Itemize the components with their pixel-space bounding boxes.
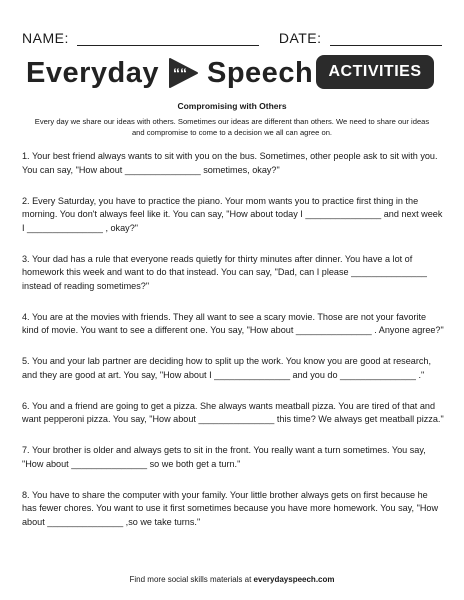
worksheet-intro: Every day we share our ideas with others. Sometimes our ideas are different than others. We need to share our ideas and compromise to come to a decision we all can agree on. xyxy=(34,117,430,137)
name-line xyxy=(77,33,259,46)
logo-quote-mark: ““ xyxy=(173,65,187,81)
date-line xyxy=(330,33,442,46)
footer-text: Find more social skills materials at xyxy=(129,575,252,584)
question-list xyxy=(22,150,444,547)
speech-bubble-icon xyxy=(167,57,199,89)
name-label: NAME: xyxy=(22,30,69,46)
question-7: 7. Your brother is older and always gets to sit in the front. You really want a turn sometimes. You say, "How about _______________ so we both get a turn." xyxy=(22,445,426,469)
question-6: 6. You and a friend are going to get a pizza. She always wants meatball pizza. You are tired of that and want pepperoni pizza. You say, "How about _______________ this time? We always get meatball pizza." xyxy=(22,400,444,424)
question-5: 5. You and your lab partner are deciding how to split up the work. You know you are good at research, and they are good at art. You say, "How about I _______________ and you do _______________ ." xyxy=(22,356,431,380)
activities-badge: ACTIVITIES xyxy=(316,55,434,89)
question-8: 8. You have to share the computer with your family. Your little brother always gets on first because he has fewer chores. You want to use it first sometimes because you have more homework. You say, "How about _______________ ,so we take turns." xyxy=(22,489,439,527)
question-4: 4. You are at the movies with friends. They all want to see a scary movie. Those are not your favorite kind of movie. You want to see a different one. You say, "How about _______________ . Anyone agree?" xyxy=(22,311,444,335)
question-1: 1. Your best friend always wants to sit with you on the bus. Sometimes, other people ask to sit with you. You can say, "How about _______________ sometimes, okay?" xyxy=(22,151,438,175)
brand-logo xyxy=(26,56,313,90)
footer xyxy=(0,575,464,584)
brand-word-speech: Speech xyxy=(207,56,314,89)
question-2: 2. Every Saturday, you have to practice the piano. Your mom wants you to practice first thing in the morning. You don't always feel like it. You can say, "How about today I _______________ and next week I _______________ , okay?" xyxy=(22,195,443,233)
question-3: 3. Your dad has a rule that everyone reads quietly for thirty minutes after dinner. You have a lot of homework this week and want to do that instead. You can say, "Dad, can I please _______________ instead of reading sometimes?" xyxy=(22,253,427,291)
brand-word-everyday: Everyday xyxy=(26,56,159,89)
header-fields xyxy=(22,24,442,46)
worksheet-title: Compromising with Others xyxy=(177,101,287,111)
date-label: DATE: xyxy=(278,30,322,46)
footer-link[interactable]: everydayspeech.com xyxy=(253,575,335,584)
